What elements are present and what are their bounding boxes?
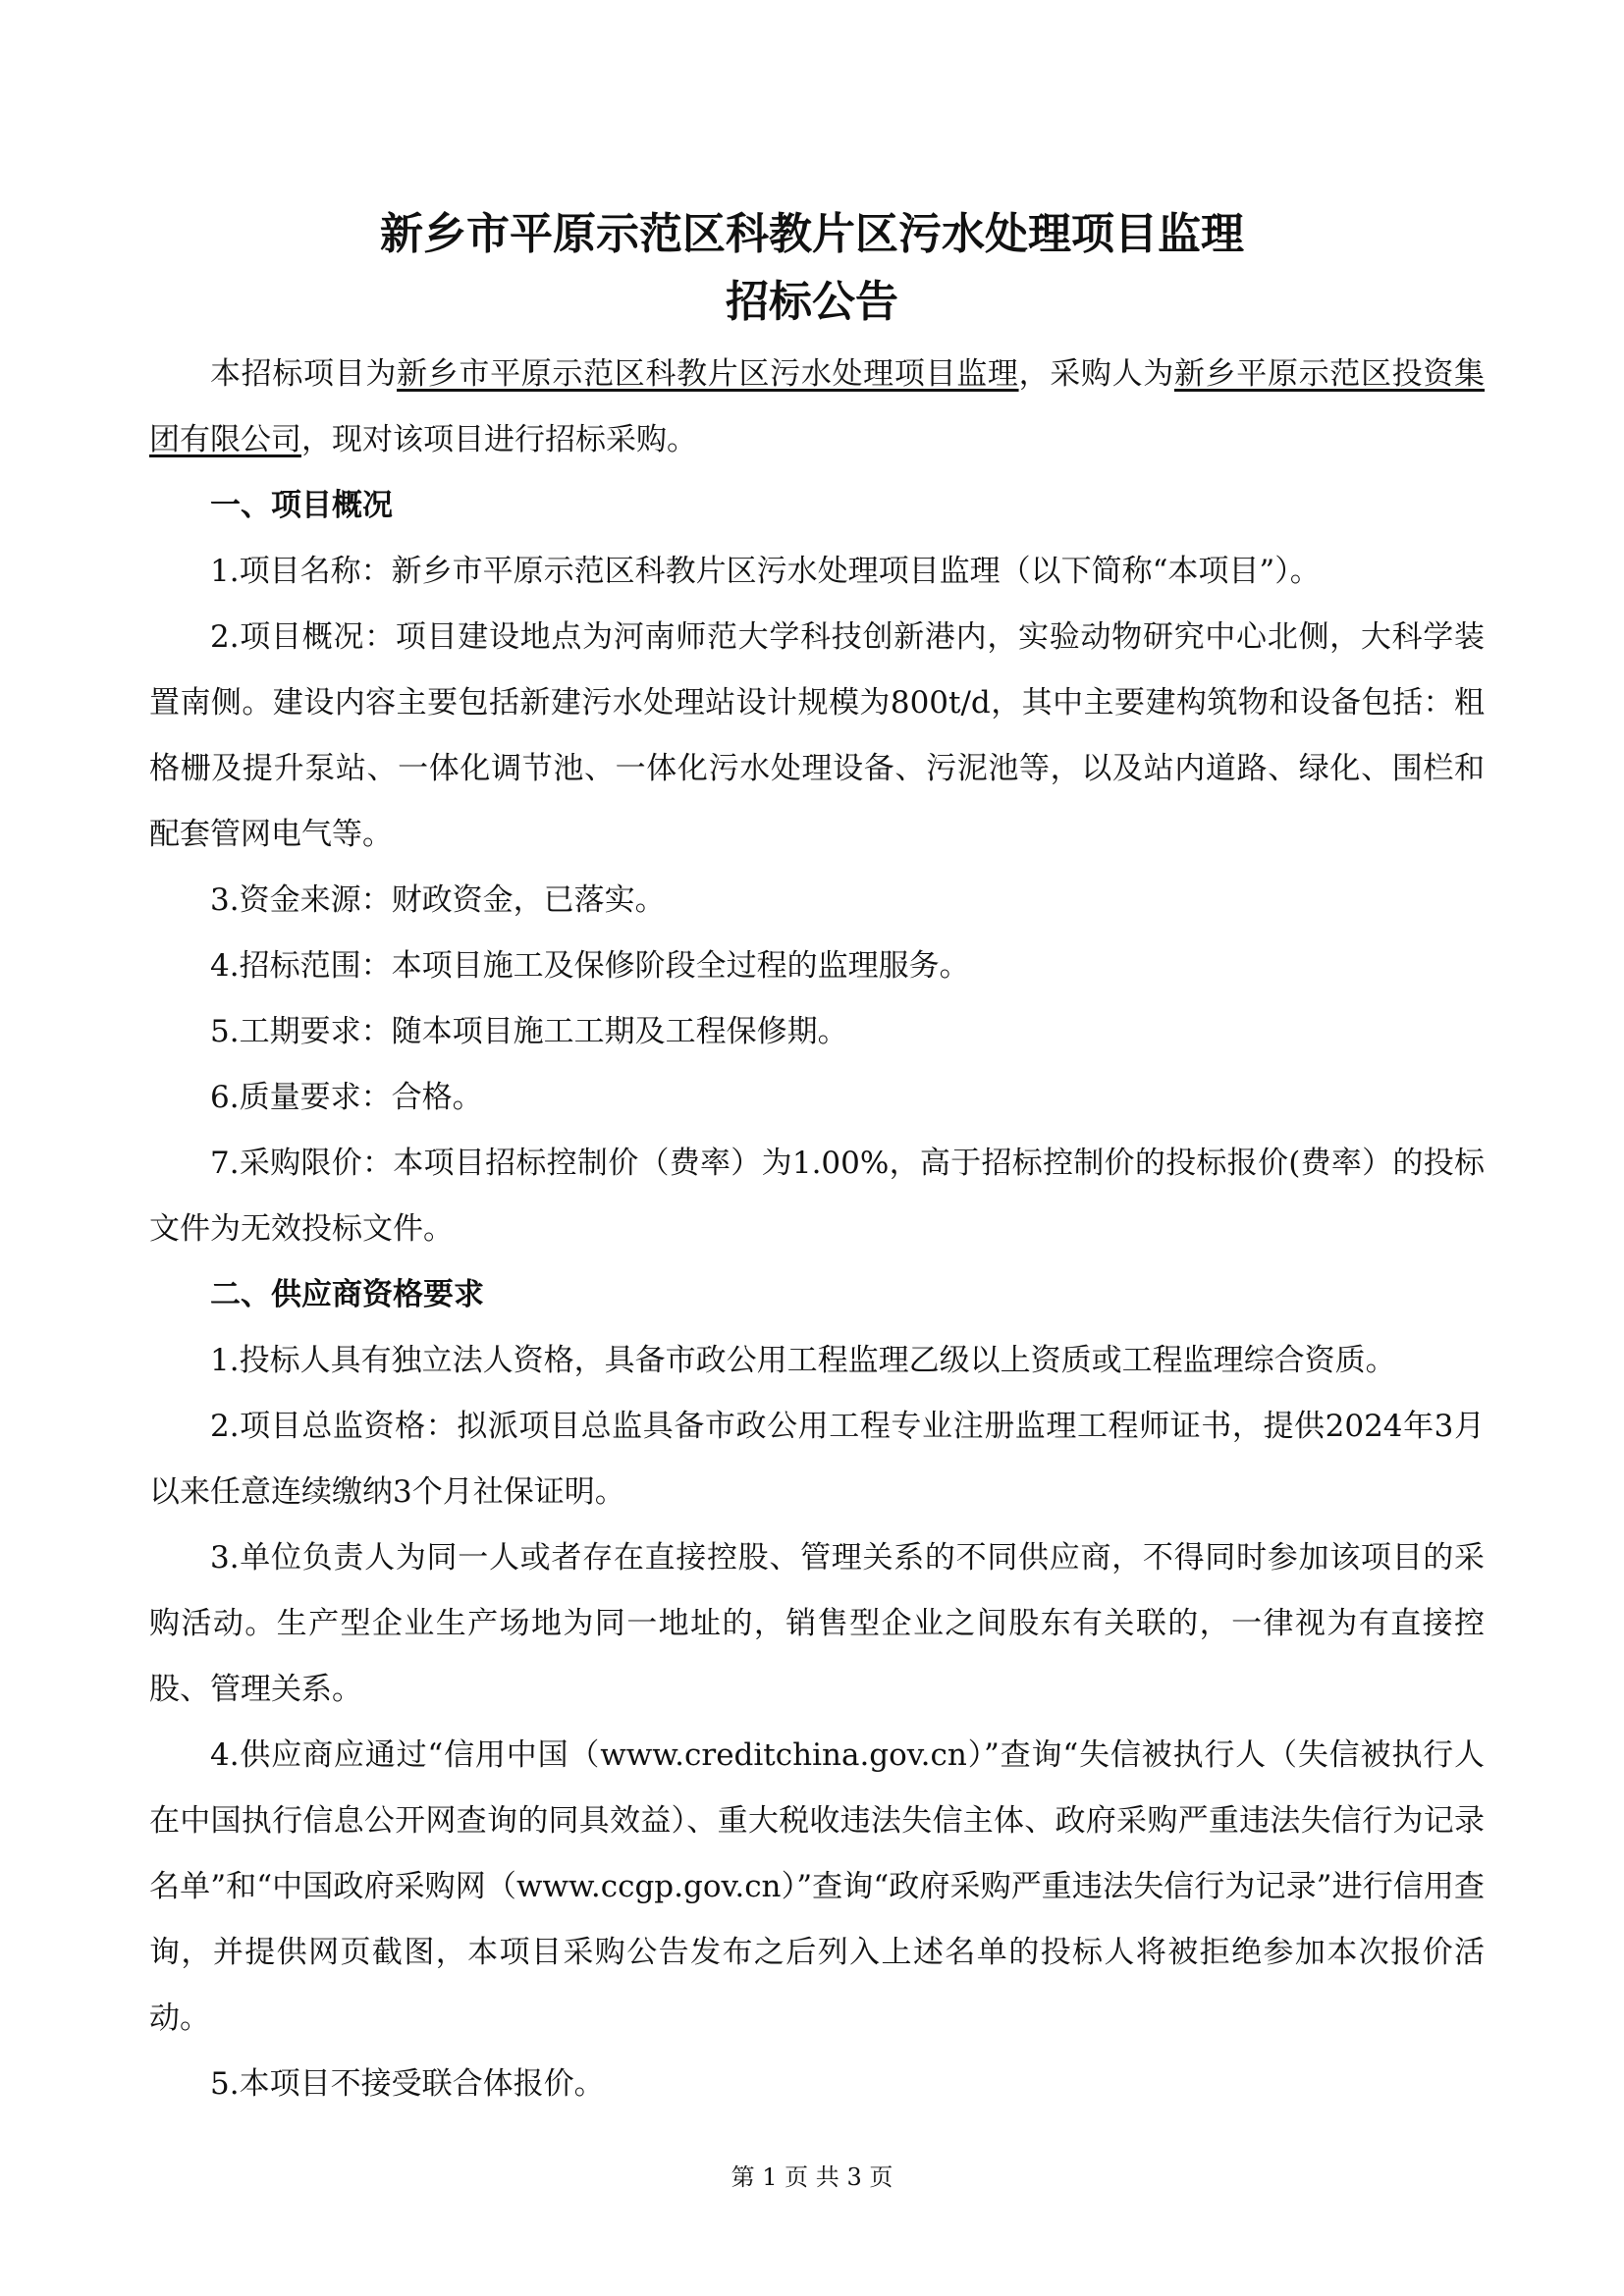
section1-item-3: 3.资金来源：财政资金，已落实。: [210, 882, 666, 918]
section2-item-3: 3.单位负责人为同一人或者存在直接控股、管理关系的不同供应商，不得同时参加该项目的采购活动。生产型企业生产场地为同一地址的，销售型企业之间股东有关联的，一律视为有直接控股、管理关系。: [149, 1540, 1485, 1707]
section2-item-2: 2.项目总监资格：拟派项目总监具备市政公用工程专业注册监理工程师证书，提供2024年3月以来任意连续缴纳3个月社保证明。: [149, 1409, 1485, 1510]
intro-text-3: ，现对该项目进行招标采购。: [301, 422, 697, 457]
document-title-line1: 新乡市平原示范区科教片区污水处理项目监理: [380, 209, 1244, 259]
section2-heading: 二、供应商资格要求: [210, 1277, 484, 1312]
section1-item-7: 7.采购限价：本项目招标控制价（费率）为1.00%，高于招标控制价的投标报价(费率）的投标文件为无效投标文件。: [149, 1146, 1485, 1247]
section1-item-4: 4.招标范围：本项目施工及保修阶段全过程的监理服务。: [210, 948, 970, 984]
intro-purchaser-name: 新乡平原示范区投资集团有限公司: [149, 356, 1486, 457]
section1-item-2: 2.项目概况：项目建设地点为河南师范大学科技创新港内，实验动物研究中心北侧，大科学装置南侧。建设内容主要包括新建污水处理站设计规模为800t/d，其中主要建构筑物和设备包括：粗格栅及提升泵站、一体化调节池、一体化污水处理设备、污泥池等，以及站内道路、绿化、围栏和配套管网电气等。: [149, 619, 1485, 852]
section2-item-5: 5.本项目不接受联合体报价。: [210, 2066, 605, 2102]
intro-project-name: 新乡市平原示范区科教片区污水处理项目监理: [397, 356, 1019, 392]
section1-item-1: 1.项目名称：新乡市平原示范区科教片区污水处理项目监理（以下简称“本项目”）。: [210, 554, 1321, 589]
intro-text-1: 本招标项目为: [210, 356, 398, 392]
intro-text-2: ，采购人为: [1018, 356, 1174, 392]
section2-item-4: 4.供应商应通过“信用中国（www.creditchina.gov.cn）”查询“失信被执行人（失信被执行人在中国执行信息公开网查询的同具效益）、重大税收违法失信主体、政府采购严重违法失信行为记录名单”和“中国政府采购网（www.ccgp.gov.cn）”查询“政府采购严重违法失信行为记录”进行信用查询，并提供网页截图，本项目采购公告发布之后列入上述名单的投标人将被拒绝参加本次报价活动。: [149, 1737, 1485, 2036]
intro-paragraph: [149, 342, 1485, 473]
section1-heading: 一、项目概况: [210, 488, 393, 523]
page-number-footer: 第 1 页 共 3 页: [731, 2163, 893, 2191]
document-title-line2: 招标公告: [726, 277, 898, 327]
section1-item-5: 5.工期要求：随本项目施工工期及工程保修期。: [210, 1014, 848, 1049]
section2-item-1: 1.投标人具有独立法人资格，具备市政公用工程监理乙级以上资质或工程监理综合资质。: [210, 1343, 1396, 1378]
document-body: [149, 342, 1485, 2117]
section1-item-6: 6.质量要求：合格。: [210, 1080, 483, 1115]
